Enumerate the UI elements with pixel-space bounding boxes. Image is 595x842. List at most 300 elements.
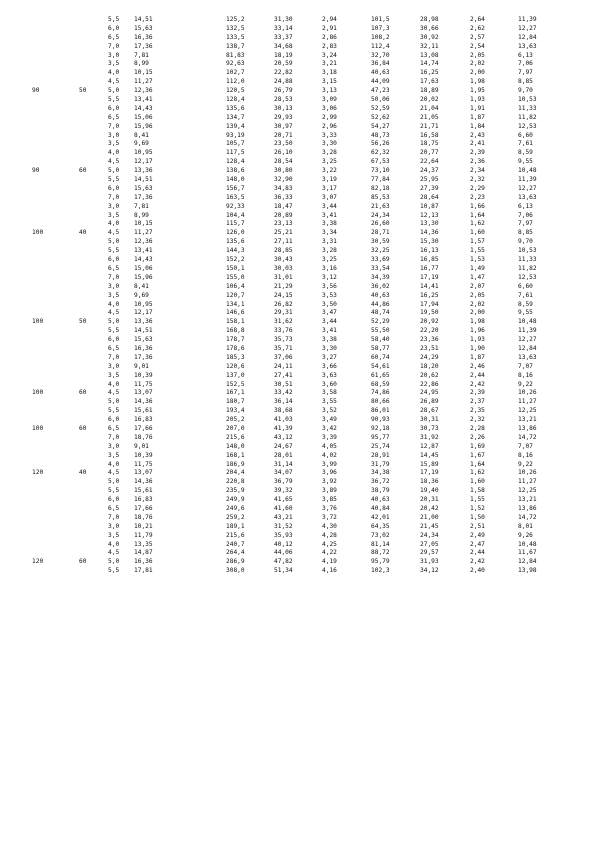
thickness-cell: 3,5 [108,60,120,68]
wx-cell: 41,65 [274,496,293,504]
mass-cell: 7,61 [518,140,533,148]
table-row [0,176,595,185]
rx-cell: 4,22 [322,549,337,557]
ix-cell: 117,5 [226,149,245,157]
mass-cell: 12,84 [518,558,537,566]
mass-cell: 9,55 [518,158,533,166]
ix-cell: 93,19 [226,131,245,139]
wx-cell: 22,82 [274,69,293,77]
rx-cell: 2,94 [322,16,337,23]
wx-cell: 35,73 [274,336,293,344]
mass-cell: 11,27 [518,478,537,486]
iy-cell: 68,59 [371,380,390,388]
mass-cell: 12,84 [518,33,537,41]
mass-cell: 10,53 [518,247,537,255]
ry-cell: 2,62 [470,24,485,32]
mass-cell: 13,63 [518,353,537,361]
area-cell: 10,39 [134,371,153,379]
wy-cell: 18,75 [420,140,439,148]
iy-cell: 40,63 [371,496,390,504]
iy-cell: 54,27 [371,122,390,130]
rx-cell: 3,63 [322,371,337,379]
thickness-cell: 6,0 [108,256,120,264]
wy-cell: 16,25 [420,291,439,299]
wx-cell: 34,07 [274,469,293,477]
wx-cell: 30,51 [274,380,293,388]
dimension-h-cell: 100 [32,389,44,397]
thickness-cell: 6,5 [108,424,120,432]
thickness-cell: 7,0 [108,42,120,50]
thickness-cell: 5,5 [108,176,120,184]
ry-cell: 2,46 [470,362,485,370]
ix-cell: 148,0 [226,442,245,450]
rx-cell: 4,25 [322,540,337,548]
ry-cell: 1,64 [470,211,485,219]
area-cell: 15,61 [134,407,153,415]
thickness-cell: 5,0 [108,87,120,95]
ix-cell: 167,1 [226,389,245,397]
ry-cell: 1,66 [470,202,485,210]
table-row [0,167,595,176]
rx-cell: 3,07 [322,193,337,201]
table-row [0,345,595,354]
mass-cell: 6,60 [518,131,533,139]
wx-cell: 31,01 [274,273,293,281]
table-row [0,220,595,229]
table-row [0,247,595,256]
table-row [0,69,595,78]
ix-cell: 178,6 [226,344,245,352]
table-row [0,194,595,203]
table-row [0,16,595,25]
table-row [0,416,595,425]
area-cell: 11,27 [134,229,153,237]
table-row [0,140,595,149]
table-row [0,283,595,292]
mass-cell: 7,07 [518,442,533,450]
wy-cell: 23,36 [420,336,439,344]
table-row [0,60,595,69]
ix-cell: 286,9 [226,558,245,566]
rx-cell: 4,28 [322,531,337,539]
thickness-cell: 3,5 [108,140,120,148]
thickness-cell: 4,0 [108,149,120,157]
ry-cell: 1,98 [470,78,485,86]
ix-cell: 112,0 [226,78,245,86]
wy-cell: 26,89 [420,398,439,406]
wy-cell: 21,00 [420,513,439,521]
wx-cell: 33,42 [274,389,293,397]
wx-cell: 39,32 [274,487,293,495]
dimension-b-cell: 50 [79,87,87,95]
thickness-cell: 3,0 [108,131,120,139]
table-row [0,229,595,238]
table-row [0,478,595,487]
rx-cell: 2,83 [322,42,337,50]
wy-cell: 23,51 [420,344,439,352]
rx-cell: 3,60 [322,380,337,388]
area-cell: 18,76 [134,513,153,521]
area-cell: 9,01 [134,362,149,370]
mass-cell: 11,82 [518,264,537,272]
area-cell: 14,87 [134,549,153,557]
iy-cell: 28,71 [371,229,390,237]
iy-cell: 36,72 [371,478,390,486]
wy-cell: 27,39 [420,184,439,192]
mass-cell: 14,72 [518,433,537,441]
wx-cell: 24,15 [274,291,293,299]
mass-cell: 10,48 [518,318,537,326]
wy-cell: 27,05 [420,540,439,548]
table-row [0,487,595,496]
area-cell: 11,79 [134,531,153,539]
thickness-cell: 5,0 [108,558,120,566]
mass-cell: 10,53 [518,96,537,104]
iy-cell: 61,65 [371,371,390,379]
mass-cell: 8,16 [518,451,533,459]
area-cell: 17,66 [134,424,153,432]
mass-cell: 11,39 [518,176,537,184]
table-row [0,505,595,514]
mass-cell: 13,63 [518,42,537,50]
wx-cell: 34,68 [274,42,293,50]
rx-cell: 3,99 [322,460,337,468]
thickness-cell: 3,0 [108,442,120,450]
area-cell: 16,83 [134,496,153,504]
mass-cell: 10,48 [518,540,537,548]
rx-cell: 3,34 [322,229,337,237]
thickness-cell: 4,0 [108,540,120,548]
area-cell: 16,36 [134,344,153,352]
ry-cell: 2,02 [470,60,485,68]
iy-cell: 48,74 [371,309,390,317]
ix-cell: 204,4 [226,469,245,477]
ix-cell: 102,7 [226,69,245,77]
table-row [0,78,595,87]
thickness-cell: 5,5 [108,487,120,495]
wx-cell: 43,21 [274,513,293,521]
wx-cell: 37,06 [274,353,293,361]
wx-cell: 43,12 [274,433,293,441]
mass-cell: 10,26 [518,469,537,477]
thickness-cell: 3,0 [108,522,120,530]
rx-cell: 3,25 [322,256,337,264]
area-cell: 13,41 [134,96,153,104]
dimension-h-cell: 100 [32,424,44,432]
iy-cell: 25,74 [371,442,390,450]
mass-cell: 7,97 [518,69,533,77]
wy-cell: 20,62 [420,371,439,379]
mass-cell: 9,70 [518,238,533,246]
wy-cell: 18,36 [420,478,439,486]
ix-cell: 168,1 [226,451,245,459]
rx-cell: 3,30 [322,140,337,148]
area-cell: 15,63 [134,24,153,32]
mass-cell: 7,97 [518,220,533,228]
rx-cell: 3,72 [322,513,337,521]
wx-cell: 27,41 [274,371,293,379]
ix-cell: 92,63 [226,60,245,68]
thickness-cell: 6,5 [108,33,120,41]
mass-cell: 11,67 [518,549,537,557]
mass-cell: 7,06 [518,60,533,68]
area-cell: 12,36 [134,87,153,95]
table-row [0,434,595,443]
rx-cell: 3,42 [322,424,337,432]
thickness-cell: 7,0 [108,193,120,201]
rx-cell: 3,52 [322,407,337,415]
wx-cell: 20,59 [274,60,293,68]
wy-cell: 17,63 [420,78,439,86]
ry-cell: 1,52 [470,504,485,512]
ix-cell: 81,83 [226,51,245,59]
thickness-cell: 5,5 [108,96,120,104]
area-cell: 10,95 [134,300,153,308]
wy-cell: 24,29 [420,353,439,361]
table-row [0,327,595,336]
dimension-b-cell: 60 [79,424,87,432]
wy-cell: 28,64 [420,193,439,201]
mass-cell: 12,53 [518,122,537,130]
wy-cell: 30,73 [420,424,439,432]
ry-cell: 1,64 [470,460,485,468]
wy-cell: 18,20 [420,362,439,370]
mass-cell: 13,98 [518,567,537,575]
iy-cell: 95,77 [371,433,390,441]
mass-cell: 11,82 [518,113,537,121]
rx-cell: 3,18 [322,69,337,77]
rx-cell: 3,24 [322,51,337,59]
iy-cell: 32,70 [371,51,390,59]
thickness-cell: 5,5 [108,16,120,23]
ix-cell: 104,4 [226,211,245,219]
thickness-cell: 4,0 [108,69,120,77]
area-cell: 18,76 [134,433,153,441]
wy-cell: 17,94 [420,300,439,308]
wy-cell: 12,13 [420,211,439,219]
ry-cell: 1,53 [470,256,485,264]
area-cell: 10,15 [134,69,153,77]
area-cell: 7,81 [134,202,149,210]
mass-cell: 12,27 [518,24,537,32]
mass-cell: 9,70 [518,87,533,95]
dimension-h-cell: 100 [32,318,44,326]
rx-cell: 3,89 [322,487,337,495]
thickness-cell: 4,5 [108,549,120,557]
mass-cell: 8,85 [518,229,533,237]
ry-cell: 2,43 [470,131,485,139]
wx-cell: 20,71 [274,131,293,139]
mass-cell: 13,86 [518,504,537,512]
rx-cell: 3,17 [322,184,337,192]
area-cell: 16,36 [134,558,153,566]
rx-cell: 3,15 [322,78,337,86]
wy-cell: 28,98 [420,16,439,23]
rx-cell: 4,16 [322,567,337,575]
thickness-cell: 7,0 [108,273,120,281]
wx-cell: 33,76 [274,327,293,335]
rx-cell: 3,22 [322,167,337,175]
area-cell: 13,35 [134,540,153,548]
ix-cell: 215,6 [226,433,245,441]
wy-cell: 18,89 [420,87,439,95]
wx-cell: 51,34 [274,567,293,575]
wx-cell: 26,79 [274,87,293,95]
iy-cell: 32,25 [371,247,390,255]
table-row [0,114,595,123]
wy-cell: 20,92 [420,318,439,326]
thickness-cell: 4,5 [108,389,120,397]
ry-cell: 1,98 [470,318,485,326]
thickness-cell: 6,0 [108,24,120,32]
rx-cell: 3,96 [322,469,337,477]
table-row [0,185,595,194]
area-cell: 14,51 [134,16,153,23]
area-cell: 15,96 [134,122,153,130]
ry-cell: 2,39 [470,149,485,157]
ix-cell: 139,4 [226,122,245,130]
table-row [0,407,595,416]
dimension-h-cell: 120 [32,558,44,566]
rx-cell: 3,38 [322,336,337,344]
thickness-cell: 7,0 [108,353,120,361]
table-row [0,461,595,470]
ry-cell: 2,02 [470,300,485,308]
wy-cell: 16,58 [420,131,439,139]
rx-cell: 4,19 [322,558,337,566]
thickness-cell: 3,5 [108,371,120,379]
area-cell: 17,36 [134,42,153,50]
table-row [0,452,595,461]
area-cell: 15,06 [134,264,153,272]
wy-cell: 17,19 [420,469,439,477]
rx-cell: 3,28 [322,247,337,255]
ry-cell: 1,50 [470,513,485,521]
rx-cell: 3,44 [322,202,337,210]
mass-cell: 9,22 [518,460,533,468]
wy-cell: 16,85 [420,256,439,264]
table-row [0,43,595,52]
ry-cell: 2,40 [470,567,485,575]
table-row [0,389,595,398]
thickness-cell: 5,5 [108,327,120,335]
thickness-cell: 3,5 [108,211,120,219]
ix-cell: 120,6 [226,362,245,370]
iy-cell: 54,61 [371,362,390,370]
ry-cell: 1,55 [470,496,485,504]
area-cell: 13,07 [134,469,153,477]
wx-cell: 30,03 [274,264,293,272]
ix-cell: 120,5 [226,87,245,95]
iy-cell: 95,79 [371,558,390,566]
mass-cell: 12,53 [518,273,537,281]
iy-cell: 48,73 [371,131,390,139]
thickness-cell: 5,5 [108,247,120,255]
area-cell: 17,36 [134,353,153,361]
table-row [0,372,595,381]
wy-cell: 20,42 [420,504,439,512]
area-cell: 11,75 [134,380,153,388]
area-cell: 9,69 [134,140,149,148]
wx-cell: 36,79 [274,478,293,486]
wy-cell: 17,19 [420,273,439,281]
iy-cell: 92,18 [371,424,390,432]
wx-cell: 35,71 [274,344,293,352]
ry-cell: 1,67 [470,451,485,459]
wy-cell: 20,31 [420,496,439,504]
iy-cell: 34,38 [371,469,390,477]
rx-cell: 3,25 [322,158,337,166]
mass-cell: 8,85 [518,78,533,86]
thickness-cell: 5,0 [108,398,120,406]
area-cell: 14,51 [134,327,153,335]
mass-cell: 8,59 [518,149,533,157]
ix-cell: 146,6 [226,309,245,317]
iy-cell: 64,35 [371,522,390,530]
iy-cell: 77,84 [371,176,390,184]
ix-cell: 135,6 [226,104,245,112]
ry-cell: 2,51 [470,522,485,530]
wx-cell: 38,68 [274,407,293,415]
ix-cell: 220,8 [226,478,245,486]
rx-cell: 3,13 [322,87,337,95]
iy-cell: 108,2 [371,33,390,41]
iy-cell: 80,66 [371,398,390,406]
area-cell: 8,99 [134,211,149,219]
table-row [0,558,595,567]
thickness-cell: 3,0 [108,202,120,210]
iy-cell: 36,84 [371,60,390,68]
mass-cell: 9,55 [518,309,533,317]
ix-cell: 264,4 [226,549,245,557]
iy-cell: 60,74 [371,353,390,361]
table-row [0,469,595,478]
area-cell: 15,63 [134,184,153,192]
thickness-cell: 3,5 [108,291,120,299]
ry-cell: 1,93 [470,96,485,104]
wx-cell: 24,11 [274,362,293,370]
rx-cell: 3,28 [322,149,337,157]
wx-cell: 47,82 [274,558,293,566]
ix-cell: 180,7 [226,398,245,406]
wy-cell: 14,36 [420,229,439,237]
table-row [0,496,595,505]
table-row [0,541,595,550]
iy-cell: 36,02 [371,282,390,290]
iy-cell: 52,29 [371,318,390,326]
ix-cell: 259,2 [226,513,245,521]
ix-cell: 155,0 [226,273,245,281]
thickness-cell: 6,0 [108,104,120,112]
ix-cell: 128,4 [226,158,245,166]
wx-cell: 32,90 [274,176,293,184]
area-cell: 17,81 [134,567,153,575]
area-cell: 10,21 [134,522,153,530]
mass-cell: 13,21 [518,416,537,424]
ry-cell: 1,55 [470,247,485,255]
wx-cell: 29,31 [274,309,293,317]
mass-cell: 10,48 [518,167,537,175]
thickness-cell: 4,5 [108,229,120,237]
thickness-cell: 4,5 [108,158,120,166]
rx-cell: 3,66 [322,362,337,370]
ry-cell: 2,28 [470,424,485,432]
iy-cell: 44,09 [371,78,390,86]
rx-cell: 3,85 [322,496,337,504]
ix-cell: 185,3 [226,353,245,361]
rx-cell: 4,05 [322,442,337,450]
iy-cell: 73,10 [371,167,390,175]
